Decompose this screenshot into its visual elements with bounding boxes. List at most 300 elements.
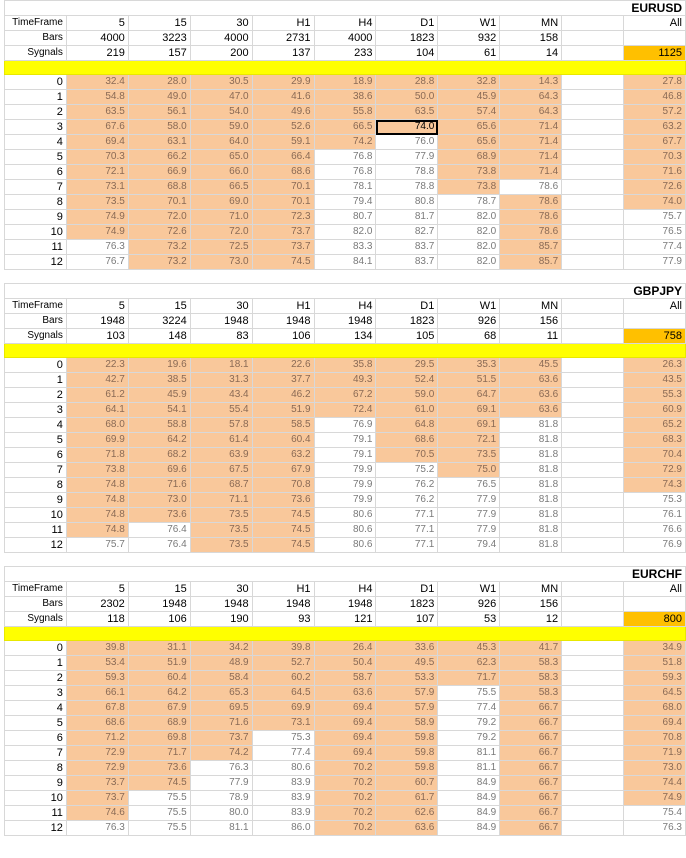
value-cell[interactable]: 66.7	[500, 806, 562, 821]
value-cell[interactable]: 57.4	[438, 105, 500, 120]
all-value-cell[interactable]: 77.4	[624, 240, 686, 255]
value-cell[interactable]: 58.8	[128, 418, 190, 433]
value-cell[interactable]: 54.0	[190, 105, 252, 120]
all-value-cell[interactable]: 74.9	[624, 791, 686, 806]
value-cell[interactable]: 74.8	[66, 508, 128, 523]
value-cell[interactable]: 73.5	[66, 195, 128, 210]
bars-cell[interactable]: 1948	[190, 597, 252, 612]
row-label[interactable]: 6	[5, 731, 67, 746]
value-cell[interactable]: 73.8	[438, 165, 500, 180]
value-cell[interactable]: 72.1	[66, 165, 128, 180]
value-cell[interactable]: 68.8	[128, 180, 190, 195]
value-cell[interactable]: 18.9	[314, 75, 376, 90]
value-cell[interactable]: 81.8	[500, 523, 562, 538]
value-cell[interactable]: 75.2	[376, 463, 438, 478]
row-label[interactable]: 6	[5, 165, 67, 180]
signals-cell[interactable]: 103	[66, 329, 128, 344]
value-cell[interactable]: 74.5	[252, 508, 314, 523]
gap-cell[interactable]	[562, 403, 624, 418]
value-cell[interactable]: 79.9	[314, 478, 376, 493]
signals-cell[interactable]: 106	[252, 329, 314, 344]
all-value-cell[interactable]: 74.0	[624, 195, 686, 210]
value-cell[interactable]: 75.3	[252, 731, 314, 746]
timeframe-all-cell[interactable]: All	[624, 582, 686, 597]
gap-cell[interactable]	[562, 180, 624, 195]
value-cell[interactable]: 76.3	[66, 821, 128, 836]
value-cell[interactable]: 72.1	[438, 433, 500, 448]
all-value-cell[interactable]: 68.3	[624, 433, 686, 448]
value-cell[interactable]: 73.0	[128, 493, 190, 508]
value-cell[interactable]: 71.2	[66, 731, 128, 746]
value-cell[interactable]: 49.5	[376, 656, 438, 671]
timeframe-label[interactable]: TimeFrame	[5, 299, 67, 314]
row-label[interactable]: 0	[5, 641, 67, 656]
gap-cell[interactable]	[562, 716, 624, 731]
value-cell[interactable]: 58.3	[500, 671, 562, 686]
yellow-band[interactable]	[5, 344, 686, 358]
timeframe-cell[interactable]: H4	[314, 16, 376, 31]
value-cell[interactable]: 63.5	[66, 105, 128, 120]
value-cell[interactable]: 69.1	[438, 403, 500, 418]
value-cell[interactable]: 61.2	[66, 388, 128, 403]
value-cell[interactable]: 73.5	[190, 523, 252, 538]
value-cell[interactable]: 82.0	[438, 210, 500, 225]
all-value-cell[interactable]: 57.2	[624, 105, 686, 120]
timeframe-cell[interactable]: 30	[190, 299, 252, 314]
all-value-cell[interactable]: 64.5	[624, 686, 686, 701]
bars-cell[interactable]: 1948	[252, 597, 314, 612]
value-cell[interactable]: 74.5	[252, 523, 314, 538]
gap-cell[interactable]	[562, 448, 624, 463]
gap-cell[interactable]	[562, 612, 624, 627]
all-value-cell[interactable]: 51.8	[624, 656, 686, 671]
value-cell[interactable]: 38.6	[314, 90, 376, 105]
value-cell[interactable]: 76.4	[128, 523, 190, 538]
signals-cell[interactable]: 106	[128, 612, 190, 627]
value-cell[interactable]: 50.4	[314, 656, 376, 671]
value-cell[interactable]: 76.7	[66, 255, 128, 270]
bars-all-cell[interactable]	[624, 597, 686, 612]
signals-cell[interactable]: 93	[252, 612, 314, 627]
value-cell[interactable]: 19.6	[128, 358, 190, 373]
row-label[interactable]: 1	[5, 90, 67, 105]
value-cell[interactable]: 77.9	[438, 493, 500, 508]
bars-cell[interactable]: 926	[438, 314, 500, 329]
timeframe-cell[interactable]: H1	[252, 299, 314, 314]
value-cell[interactable]: 76.4	[128, 538, 190, 553]
gap-cell[interactable]	[562, 821, 624, 836]
gap-cell[interactable]	[562, 433, 624, 448]
timeframe-cell[interactable]: 15	[128, 299, 190, 314]
value-cell[interactable]: 65.0	[190, 150, 252, 165]
gap-cell[interactable]	[562, 195, 624, 210]
value-cell[interactable]: 59.0	[190, 120, 252, 135]
value-cell[interactable]: 71.6	[190, 716, 252, 731]
value-cell[interactable]: 68.6	[376, 433, 438, 448]
timeframe-cell[interactable]: 30	[190, 582, 252, 597]
gap-cell[interactable]	[562, 746, 624, 761]
bars-cell[interactable]: 2302	[66, 597, 128, 612]
value-cell[interactable]: 76.8	[314, 165, 376, 180]
signals-cell[interactable]: 14	[500, 46, 562, 61]
value-cell[interactable]: 56.1	[128, 105, 190, 120]
value-cell[interactable]: 58.7	[314, 671, 376, 686]
value-cell[interactable]: 58.4	[190, 671, 252, 686]
value-cell[interactable]: 69.4	[314, 701, 376, 716]
row-label[interactable]: 7	[5, 746, 67, 761]
value-cell[interactable]: 81.8	[500, 493, 562, 508]
row-label[interactable]: 9	[5, 493, 67, 508]
row-label[interactable]: 9	[5, 210, 67, 225]
row-label[interactable]: 1	[5, 656, 67, 671]
gap-cell[interactable]	[562, 90, 624, 105]
value-cell[interactable]: 55.8	[314, 105, 376, 120]
value-cell[interactable]: 78.7	[438, 195, 500, 210]
bars-all-cell[interactable]	[624, 314, 686, 329]
all-value-cell[interactable]: 77.9	[624, 255, 686, 270]
timeframe-cell[interactable]: W1	[438, 299, 500, 314]
signals-all-cell[interactable]: 1125	[624, 46, 686, 61]
value-cell[interactable]: 63.6	[314, 686, 376, 701]
value-cell[interactable]: 45.9	[128, 388, 190, 403]
value-cell[interactable]: 31.1	[128, 641, 190, 656]
value-cell[interactable]: 69.4	[314, 716, 376, 731]
value-cell[interactable]: 67.2	[314, 388, 376, 403]
all-value-cell[interactable]: 71.6	[624, 165, 686, 180]
value-cell[interactable]: 69.8	[128, 731, 190, 746]
gap-cell[interactable]	[562, 135, 624, 150]
value-cell[interactable]: 73.8	[438, 180, 500, 195]
gap-cell[interactable]	[562, 641, 624, 656]
row-label[interactable]: 12	[5, 821, 67, 836]
row-label[interactable]: 3	[5, 403, 67, 418]
all-value-cell[interactable]: 73.0	[624, 761, 686, 776]
gap-cell[interactable]	[562, 656, 624, 671]
row-label[interactable]: 5	[5, 150, 67, 165]
row-label[interactable]: 0	[5, 75, 67, 90]
value-cell[interactable]: 61.7	[376, 791, 438, 806]
value-cell[interactable]: 85.7	[500, 255, 562, 270]
bars-cell[interactable]: 4000	[66, 31, 128, 46]
gap-cell[interactable]	[562, 538, 624, 553]
value-cell[interactable]: 79.2	[438, 716, 500, 731]
value-cell[interactable]: 78.6	[500, 210, 562, 225]
signals-cell[interactable]: 137	[252, 46, 314, 61]
value-cell[interactable]: 26.4	[314, 641, 376, 656]
gap-cell[interactable]	[562, 46, 624, 61]
value-cell[interactable]: 83.9	[252, 791, 314, 806]
gap-cell[interactable]	[562, 508, 624, 523]
gap-cell[interactable]	[562, 582, 624, 597]
value-cell[interactable]: 32.4	[66, 75, 128, 90]
value-cell[interactable]: 84.9	[438, 821, 500, 836]
value-cell[interactable]: 70.2	[314, 761, 376, 776]
row-label[interactable]: 8	[5, 761, 67, 776]
section-title[interactable]: EURCHF	[5, 567, 686, 582]
all-value-cell[interactable]: 76.6	[624, 523, 686, 538]
value-cell[interactable]: 71.4	[500, 120, 562, 135]
bars-cell[interactable]: 4000	[314, 31, 376, 46]
value-cell[interactable]: 70.1	[252, 180, 314, 195]
value-cell[interactable]: 66.7	[500, 791, 562, 806]
value-cell[interactable]: 65.6	[438, 135, 500, 150]
value-cell[interactable]: 74.8	[66, 493, 128, 508]
value-cell[interactable]: 70.5	[376, 448, 438, 463]
value-cell[interactable]: 64.3	[500, 105, 562, 120]
value-cell[interactable]: 58.0	[128, 120, 190, 135]
value-cell[interactable]: 73.7	[252, 225, 314, 240]
value-cell[interactable]: 69.9	[66, 433, 128, 448]
value-cell[interactable]: 73.2	[128, 255, 190, 270]
row-label[interactable]: 7	[5, 463, 67, 478]
row-label[interactable]: 2	[5, 671, 67, 686]
value-cell[interactable]: 73.5	[190, 538, 252, 553]
value-cell[interactable]: 64.1	[66, 403, 128, 418]
value-cell[interactable]: 77.1	[376, 508, 438, 523]
value-cell[interactable]: 62.6	[376, 806, 438, 821]
value-cell[interactable]: 63.1	[128, 135, 190, 150]
value-cell[interactable]: 53.3	[376, 671, 438, 686]
value-cell[interactable]: 41.7	[500, 641, 562, 656]
value-cell[interactable]: 65.3	[190, 686, 252, 701]
value-cell[interactable]: 57.8	[190, 418, 252, 433]
value-cell[interactable]: 76.5	[438, 478, 500, 493]
value-cell[interactable]: 71.4	[500, 165, 562, 180]
all-value-cell[interactable]: 43.5	[624, 373, 686, 388]
value-cell[interactable]: 49.0	[128, 90, 190, 105]
timeframe-cell[interactable]: 5	[66, 16, 128, 31]
bars-cell[interactable]: 926	[438, 597, 500, 612]
bars-cell[interactable]: 1948	[66, 314, 128, 329]
all-value-cell[interactable]: 70.3	[624, 150, 686, 165]
row-label[interactable]: 5	[5, 716, 67, 731]
value-cell[interactable]: 33.6	[376, 641, 438, 656]
timeframe-cell[interactable]: 5	[66, 582, 128, 597]
all-value-cell[interactable]: 76.3	[624, 821, 686, 836]
value-cell[interactable]: 53.4	[66, 656, 128, 671]
row-label[interactable]: 9	[5, 776, 67, 791]
signals-all-cell[interactable]: 800	[624, 612, 686, 627]
all-value-cell[interactable]: 72.9	[624, 463, 686, 478]
all-value-cell[interactable]: 70.8	[624, 731, 686, 746]
all-value-cell[interactable]: 69.4	[624, 716, 686, 731]
value-cell[interactable]: 54.1	[128, 403, 190, 418]
value-cell[interactable]: 75.5	[128, 791, 190, 806]
yellow-band[interactable]	[5, 627, 686, 641]
signals-cell[interactable]: 83	[190, 329, 252, 344]
all-value-cell[interactable]: 59.3	[624, 671, 686, 686]
value-cell[interactable]: 28.0	[128, 75, 190, 90]
value-cell[interactable]: 76.2	[376, 478, 438, 493]
signals-cell[interactable]: 118	[66, 612, 128, 627]
value-cell[interactable]: 81.8	[500, 418, 562, 433]
value-cell[interactable]: 75.7	[66, 538, 128, 553]
gap-cell[interactable]	[562, 165, 624, 180]
value-cell[interactable]: 77.9	[376, 150, 438, 165]
all-value-cell[interactable]: 74.3	[624, 478, 686, 493]
value-cell[interactable]: 82.0	[438, 255, 500, 270]
value-cell[interactable]: 49.6	[252, 105, 314, 120]
gap-cell[interactable]	[562, 523, 624, 538]
value-cell[interactable]: 52.7	[252, 656, 314, 671]
value-cell[interactable]: 72.0	[128, 210, 190, 225]
value-cell[interactable]: 66.4	[252, 150, 314, 165]
value-cell[interactable]: 70.8	[252, 478, 314, 493]
value-cell[interactable]: 71.4	[500, 135, 562, 150]
value-cell[interactable]: 73.6	[128, 761, 190, 776]
value-cell[interactable]: 32.8	[438, 75, 500, 90]
timeframe-cell[interactable]: MN	[500, 582, 562, 597]
gap-cell[interactable]	[562, 493, 624, 508]
signals-cell[interactable]: 68	[438, 329, 500, 344]
value-cell[interactable]: 81.8	[500, 508, 562, 523]
gap-cell[interactable]	[562, 373, 624, 388]
value-cell[interactable]: 86.0	[252, 821, 314, 836]
value-cell[interactable]: 73.6	[252, 493, 314, 508]
row-label[interactable]: 11	[5, 806, 67, 821]
gap-cell[interactable]	[562, 463, 624, 478]
value-cell[interactable]: 63.6	[500, 373, 562, 388]
selected-cell[interactable]: 74.0	[376, 120, 438, 135]
value-cell[interactable]: 76.9	[314, 418, 376, 433]
gap-cell[interactable]	[562, 225, 624, 240]
value-cell[interactable]: 78.6	[500, 225, 562, 240]
gap-cell[interactable]	[562, 16, 624, 31]
value-cell[interactable]: 83.9	[252, 776, 314, 791]
signals-cell[interactable]: 12	[500, 612, 562, 627]
gap-cell[interactable]	[562, 75, 624, 90]
value-cell[interactable]: 45.9	[438, 90, 500, 105]
value-cell[interactable]: 76.8	[314, 150, 376, 165]
value-cell[interactable]: 82.0	[438, 240, 500, 255]
value-cell[interactable]: 77.1	[376, 523, 438, 538]
value-cell[interactable]: 65.6	[438, 120, 500, 135]
value-cell[interactable]: 66.1	[66, 686, 128, 701]
value-cell[interactable]: 82.0	[314, 225, 376, 240]
all-value-cell[interactable]: 70.4	[624, 448, 686, 463]
value-cell[interactable]: 80.0	[190, 806, 252, 821]
timeframe-cell[interactable]: H1	[252, 16, 314, 31]
row-label[interactable]: 11	[5, 240, 67, 255]
signals-all-cell[interactable]: 758	[624, 329, 686, 344]
value-cell[interactable]: 74.8	[66, 478, 128, 493]
signals-cell[interactable]: 190	[190, 612, 252, 627]
value-cell[interactable]: 73.7	[66, 776, 128, 791]
value-cell[interactable]: 59.0	[376, 388, 438, 403]
value-cell[interactable]: 39.8	[66, 641, 128, 656]
value-cell[interactable]: 71.8	[66, 448, 128, 463]
row-label[interactable]: 1	[5, 373, 67, 388]
all-value-cell[interactable]: 27.8	[624, 75, 686, 90]
value-cell[interactable]: 72.9	[66, 746, 128, 761]
timeframe-cell[interactable]: MN	[500, 299, 562, 314]
value-cell[interactable]: 22.6	[252, 358, 314, 373]
row-label[interactable]: 2	[5, 388, 67, 403]
value-cell[interactable]: 81.8	[500, 463, 562, 478]
value-cell[interactable]: 29.5	[376, 358, 438, 373]
value-cell[interactable]: 82.7	[376, 225, 438, 240]
signals-cell[interactable]: 148	[128, 329, 190, 344]
value-cell[interactable]: 81.1	[438, 746, 500, 761]
signals-cell[interactable]: 121	[314, 612, 376, 627]
value-cell[interactable]: 66.7	[500, 701, 562, 716]
value-cell[interactable]: 81.8	[500, 538, 562, 553]
value-cell[interactable]: 76.0	[376, 135, 438, 150]
value-cell[interactable]: 75.5	[128, 806, 190, 821]
value-cell[interactable]: 64.2	[128, 686, 190, 701]
row-label[interactable]: 3	[5, 120, 67, 135]
value-cell[interactable]: 72.6	[128, 225, 190, 240]
value-cell[interactable]: 82.0	[438, 225, 500, 240]
value-cell[interactable]: 67.8	[66, 701, 128, 716]
value-cell[interactable]: 22.3	[66, 358, 128, 373]
value-cell[interactable]: 81.8	[500, 478, 562, 493]
value-cell[interactable]: 66.5	[190, 180, 252, 195]
row-label[interactable]: 4	[5, 701, 67, 716]
value-cell[interactable]: 77.9	[438, 523, 500, 538]
value-cell[interactable]: 54.8	[66, 90, 128, 105]
value-cell[interactable]: 37.7	[252, 373, 314, 388]
bars-label[interactable]: Bars	[5, 31, 67, 46]
bars-cell[interactable]: 4000	[190, 31, 252, 46]
value-cell[interactable]: 66.7	[500, 731, 562, 746]
value-cell[interactable]: 79.1	[314, 433, 376, 448]
value-cell[interactable]: 69.0	[190, 195, 252, 210]
value-cell[interactable]: 66.7	[500, 716, 562, 731]
value-cell[interactable]: 42.7	[66, 373, 128, 388]
bars-cell[interactable]: 932	[438, 31, 500, 46]
value-cell[interactable]: 72.4	[314, 403, 376, 418]
value-cell[interactable]: 67.5	[190, 463, 252, 478]
bars-cell[interactable]: 1948	[252, 314, 314, 329]
gap-cell[interactable]	[562, 418, 624, 433]
gap-cell[interactable]	[562, 388, 624, 403]
value-cell[interactable]: 59.8	[376, 746, 438, 761]
value-cell[interactable]: 47.0	[190, 90, 252, 105]
value-cell[interactable]: 70.3	[66, 150, 128, 165]
section-title[interactable]: EURUSD	[5, 1, 686, 16]
value-cell[interactable]: 74.9	[66, 225, 128, 240]
value-cell[interactable]: 80.6	[252, 761, 314, 776]
value-cell[interactable]: 84.9	[438, 791, 500, 806]
row-label[interactable]: 8	[5, 195, 67, 210]
gap-cell[interactable]	[562, 31, 624, 46]
bars-label[interactable]: Bars	[5, 597, 67, 612]
timeframe-cell[interactable]: 30	[190, 16, 252, 31]
value-cell[interactable]: 68.6	[66, 716, 128, 731]
value-cell[interactable]: 43.4	[190, 388, 252, 403]
value-cell[interactable]: 60.2	[252, 671, 314, 686]
value-cell[interactable]: 59.3	[66, 671, 128, 686]
value-cell[interactable]: 73.5	[438, 448, 500, 463]
timeframe-cell[interactable]: W1	[438, 582, 500, 597]
value-cell[interactable]: 73.7	[190, 731, 252, 746]
value-cell[interactable]: 70.1	[252, 195, 314, 210]
value-cell[interactable]: 73.7	[252, 240, 314, 255]
timeframe-label[interactable]: TimeFrame	[5, 582, 67, 597]
all-value-cell[interactable]: 76.9	[624, 538, 686, 553]
value-cell[interactable]: 76.3	[66, 240, 128, 255]
value-cell[interactable]: 75.0	[438, 463, 500, 478]
value-cell[interactable]: 61.0	[376, 403, 438, 418]
gap-cell[interactable]	[562, 150, 624, 165]
all-value-cell[interactable]: 75.3	[624, 493, 686, 508]
row-label[interactable]: 4	[5, 418, 67, 433]
value-cell[interactable]: 51.5	[438, 373, 500, 388]
bars-cell[interactable]: 1823	[376, 314, 438, 329]
value-cell[interactable]: 59.1	[252, 135, 314, 150]
value-cell[interactable]: 77.4	[438, 701, 500, 716]
